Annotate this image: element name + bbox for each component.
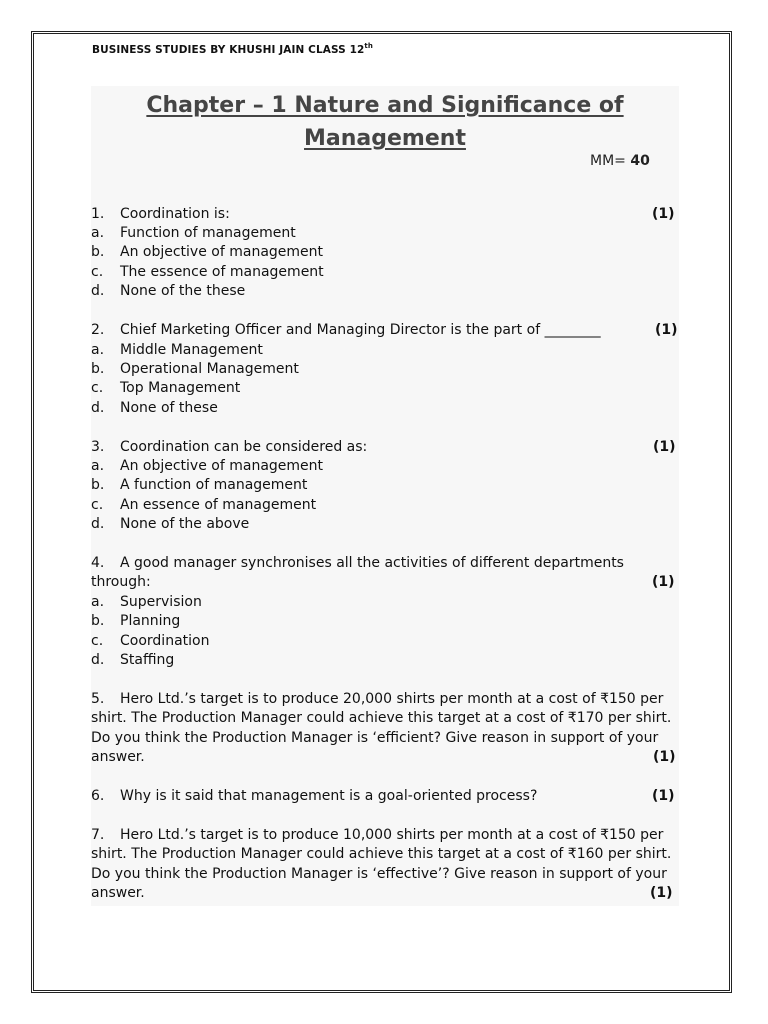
question-3-marks: (1) <box>653 439 676 455</box>
question-text-line: Hero Ltd.’s target is to produce 20,000 shirts per month at a cost of ₹150 per <box>120 691 664 707</box>
question-4-option-b <box>91 611 180 631</box>
question-1-option-c <box>91 262 324 282</box>
option-letter: d. <box>91 400 105 416</box>
option-letter: b. <box>91 361 105 377</box>
question-4-option-c <box>91 631 209 651</box>
question-5-line-4: answer. <box>91 749 145 765</box>
question-7-line-2: shirt. The Production Manager could achieve this target at a cost of ₹160 per shirt. <box>91 846 672 862</box>
header-text: BUSINESS STUDIES BY KHUSHI JAIN CLASS 12 <box>92 44 365 56</box>
option-text: An essence of management <box>120 497 317 513</box>
option-text: None of these <box>120 400 218 416</box>
chapter-title <box>91 89 679 155</box>
option-text: Top Management <box>120 380 241 396</box>
question-1-option-a <box>91 223 296 243</box>
question-3-option-d <box>91 514 249 534</box>
question-2-option-b <box>91 359 299 379</box>
option-text: Planning <box>120 613 181 629</box>
option-text: A function of management <box>120 477 308 493</box>
option-letter: d. <box>91 516 105 532</box>
option-letter: c. <box>91 380 104 396</box>
question-2-option-c <box>91 378 240 398</box>
option-text: Middle Management <box>120 342 263 358</box>
question-text-line: Hero Ltd.’s target is to produce 10,000 shirts per month at a cost of ₹150 per <box>120 827 664 843</box>
option-letter: c. <box>91 633 104 649</box>
option-text: An objective of management <box>120 244 324 260</box>
question-5 <box>91 689 663 709</box>
option-letter: b. <box>91 477 105 493</box>
question-text: Coordination can be considered as: <box>120 439 368 455</box>
option-text: An objective of management <box>120 458 324 474</box>
question-number: 2. <box>91 322 105 338</box>
question-2-option-d <box>91 398 218 418</box>
question-text: Chief Marketing Officer and Managing Director is the part of ________ <box>120 322 601 338</box>
question-6-marks: (1) <box>652 788 675 804</box>
question-3 <box>91 437 367 457</box>
option-letter: a. <box>91 225 105 241</box>
document-header <box>92 44 373 56</box>
question-text: Coordination is: <box>120 206 230 222</box>
option-text: Operational Management <box>120 361 299 377</box>
chapter-title-line-2: Management <box>304 126 466 151</box>
question-3-option-b <box>91 475 307 495</box>
question-text: Why is it said that management is a goal-oriented process? <box>120 788 538 804</box>
option-letter: c. <box>91 497 104 513</box>
question-7-line-4: answer. <box>91 885 145 901</box>
question-7-line-3: Do you think the Production Manager is ‘effective’? Give reason in support of your <box>91 866 667 882</box>
option-letter: a. <box>91 342 105 358</box>
question-1-option-d <box>91 281 245 301</box>
option-letter: b. <box>91 613 105 629</box>
question-5-line-2: shirt. The Production Manager could achieve this target at a cost of ₹170 per shirt. <box>91 710 672 726</box>
option-letter: a. <box>91 594 105 610</box>
question-4-continued: through: <box>91 574 151 590</box>
question-number: 6. <box>91 788 105 804</box>
question-number: 5. <box>91 691 105 707</box>
question-1-marks: (1) <box>652 206 675 222</box>
option-text: Supervision <box>120 594 202 610</box>
option-text: Staffing <box>120 652 175 668</box>
max-marks-value: 40 <box>630 153 650 169</box>
header-superscript: th <box>364 42 373 50</box>
question-number: 1. <box>91 206 105 222</box>
question-5-line-3: Do you think the Production Manager is ‘efficient? Give reason in support of your <box>91 730 659 746</box>
max-marks-label: MM= <box>590 153 631 169</box>
question-2 <box>91 320 601 340</box>
question-6 <box>91 786 537 806</box>
question-2-marks: (1) <box>655 322 678 338</box>
max-marks <box>590 153 650 169</box>
question-2-option-a <box>91 340 263 360</box>
option-text: Function of management <box>120 225 296 241</box>
question-7 <box>91 825 663 845</box>
question-1-option-b <box>91 242 323 262</box>
option-text: None of the above <box>120 516 250 532</box>
question-text-line: A good manager synchronises all the activities of different departments <box>120 555 624 571</box>
question-3-option-a <box>91 456 323 476</box>
question-4-option-a <box>91 592 202 612</box>
option-letter: b. <box>91 244 105 260</box>
chapter-title-line-1: Chapter – 1 Nature and Significance of <box>146 93 624 118</box>
question-5-marks: (1) <box>653 749 676 765</box>
question-7-marks: (1) <box>650 885 673 901</box>
option-text: Coordination <box>120 633 210 649</box>
option-letter: d. <box>91 652 105 668</box>
question-4-marks: (1) <box>652 574 675 590</box>
question-4 <box>91 553 624 573</box>
option-text: The essence of management <box>120 264 324 280</box>
option-letter: c. <box>91 264 104 280</box>
question-number: 7. <box>91 827 105 843</box>
question-4-option-d <box>91 650 174 670</box>
option-letter: a. <box>91 458 105 474</box>
question-number: 3. <box>91 439 105 455</box>
option-text: None of the these <box>120 283 246 299</box>
option-letter: d. <box>91 283 105 299</box>
question-number: 4. <box>91 555 105 571</box>
question-3-option-c <box>91 495 316 515</box>
question-1 <box>91 204 230 224</box>
